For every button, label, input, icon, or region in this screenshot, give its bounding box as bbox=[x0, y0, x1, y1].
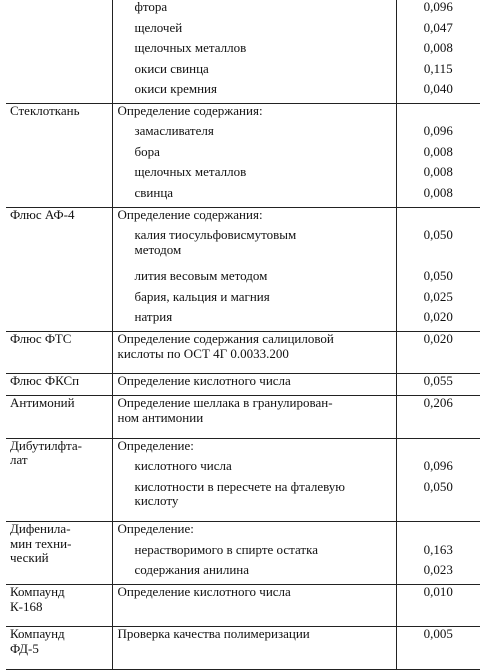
table-row bbox=[6, 332, 480, 374]
material-cell bbox=[6, 310, 112, 331]
material-line: мин техни- bbox=[10, 535, 72, 551]
material-cell bbox=[6, 21, 112, 42]
material-cell bbox=[6, 145, 112, 166]
operation-cell: замасливателя bbox=[112, 124, 396, 145]
value-cell: 0,010 bbox=[396, 585, 480, 627]
material-cell bbox=[6, 269, 112, 290]
value-cell bbox=[396, 103, 480, 124]
operation-cell bbox=[112, 228, 396, 269]
value-cell bbox=[396, 207, 480, 228]
material-cell bbox=[6, 0, 112, 21]
operation-cell: окиси свинца bbox=[112, 62, 396, 83]
table-row bbox=[6, 41, 480, 62]
table-row bbox=[6, 627, 480, 670]
material-cell: Антимоний bbox=[6, 396, 112, 438]
operation-cell: щелочей bbox=[112, 21, 396, 42]
table-row bbox=[6, 585, 480, 627]
material-cell bbox=[6, 627, 112, 670]
table-row bbox=[6, 207, 480, 228]
value-cell: 0,096 bbox=[423, 458, 453, 474]
operation-header: Определение: bbox=[112, 522, 396, 543]
material-cell bbox=[6, 228, 112, 269]
operation-line: калия тиосульфовисмутовым bbox=[134, 227, 297, 243]
material-cell bbox=[6, 165, 112, 186]
value-cell: 0,008 bbox=[423, 40, 453, 55]
value-cell: 0,096 bbox=[423, 123, 453, 139]
table-row bbox=[6, 145, 480, 166]
operation-line: методом bbox=[134, 241, 182, 257]
table-row bbox=[6, 186, 480, 207]
table-row bbox=[6, 290, 480, 311]
material-cell bbox=[6, 124, 112, 145]
material-cell bbox=[6, 290, 112, 311]
table-row bbox=[6, 0, 480, 21]
table-row bbox=[6, 124, 480, 145]
value-cell: 0,005 bbox=[396, 627, 480, 670]
materials-analysis-table bbox=[6, 0, 480, 670]
operation-cell bbox=[112, 332, 396, 374]
operation-cell: Определение кислотного числа bbox=[112, 374, 396, 396]
operation-cell: кислотного числа bbox=[112, 459, 396, 480]
operation-cell: бария, кальция и магния bbox=[112, 290, 396, 311]
operation-line: кислоты по ОСТ 4Г 0.0033.200 bbox=[117, 345, 289, 361]
material-cell: Флюс ФТС bbox=[6, 332, 112, 374]
operation-cell: Определение кислотного числа bbox=[112, 585, 396, 627]
operation-cell: окиси кремния bbox=[112, 82, 396, 103]
table-row bbox=[6, 374, 480, 396]
value-cell: 0,050 bbox=[423, 227, 453, 243]
material-cell bbox=[6, 522, 112, 585]
value-cell: 0,025 bbox=[423, 288, 453, 304]
table-row bbox=[6, 522, 480, 543]
material-line: К-168 bbox=[10, 598, 43, 614]
operation-cell: бора bbox=[112, 145, 396, 166]
material-cell bbox=[6, 62, 112, 83]
material-line: лат bbox=[10, 452, 28, 468]
operation-cell: нерастворимого в спирте остатка bbox=[112, 543, 396, 564]
material-cell: Флюс ФКСп bbox=[6, 374, 112, 396]
operation-line: кислоту bbox=[134, 493, 179, 509]
operation-cell bbox=[112, 480, 396, 522]
value-cell: 0,008 bbox=[423, 184, 453, 200]
value-cell: 0,163 bbox=[423, 541, 453, 557]
value-cell bbox=[396, 522, 480, 543]
operation-cell: щелочных металлов bbox=[112, 41, 396, 62]
material-line: Дибутилфта- bbox=[10, 437, 82, 453]
material-cell bbox=[6, 41, 112, 62]
operation-cell: Проверка качества полимеризации bbox=[112, 627, 396, 670]
operation-line: Определение содержания салициловой bbox=[117, 331, 334, 347]
operation-cell: свинца bbox=[112, 186, 396, 207]
operation-cell: фтора bbox=[112, 0, 396, 21]
operation-line: ном антимонии bbox=[117, 409, 204, 425]
material-line: Компаунд bbox=[10, 584, 65, 600]
value-cell: 0,206 bbox=[396, 396, 480, 438]
material-cell bbox=[6, 82, 112, 103]
operation-line: кислотности в пересчете на фталевую bbox=[134, 478, 345, 494]
table-row bbox=[6, 396, 480, 438]
operation-cell: щелочных металлов bbox=[112, 165, 396, 186]
table-row bbox=[6, 310, 480, 331]
table-row bbox=[6, 228, 480, 269]
value-cell: 0,115 bbox=[423, 60, 453, 76]
table-row bbox=[6, 165, 480, 186]
value-cell: 0,050 bbox=[423, 478, 453, 494]
operation-cell: натрия bbox=[112, 310, 396, 331]
operation-cell bbox=[112, 396, 396, 438]
table-row bbox=[6, 21, 480, 42]
operation-header: Определение: bbox=[112, 438, 396, 459]
material-line: ФД-5 bbox=[10, 640, 39, 656]
value-cell: 0,055 bbox=[396, 374, 480, 396]
operation-cell: содержания анилина bbox=[112, 563, 396, 584]
table-row bbox=[6, 62, 480, 83]
operation-header: Определение содержания: bbox=[112, 207, 396, 228]
value-cell: 0,040 bbox=[423, 81, 453, 96]
material-line: ческий bbox=[10, 550, 49, 566]
value-cell: 0,008 bbox=[423, 164, 453, 180]
table-row bbox=[6, 438, 480, 459]
material-cell: Стеклоткань bbox=[6, 103, 112, 124]
value-cell: 0,047 bbox=[423, 19, 453, 35]
value-cell: 0,008 bbox=[423, 143, 453, 159]
value-cell: 0,023 bbox=[423, 562, 453, 578]
value-cell: 0,020 bbox=[423, 309, 453, 325]
value-cell: 0,020 bbox=[396, 332, 480, 374]
table-row bbox=[6, 103, 480, 124]
material-cell bbox=[6, 585, 112, 627]
value-cell bbox=[396, 438, 480, 459]
value-cell: 0,096 bbox=[423, 0, 453, 14]
table-row bbox=[6, 82, 480, 103]
operation-line: Определение шеллака в гранулирован- bbox=[117, 395, 333, 411]
material-cell: Флюс АФ-4 bbox=[6, 207, 112, 228]
material-cell bbox=[6, 438, 112, 521]
table-row bbox=[6, 269, 480, 290]
material-line: Компаунд bbox=[10, 626, 65, 642]
operation-cell: лития весовым методом bbox=[112, 269, 396, 290]
material-cell bbox=[6, 186, 112, 207]
value-cell: 0,050 bbox=[423, 268, 453, 284]
operation-header: Определение содержания: bbox=[112, 103, 396, 124]
material-line: Дифенила- bbox=[10, 521, 71, 537]
